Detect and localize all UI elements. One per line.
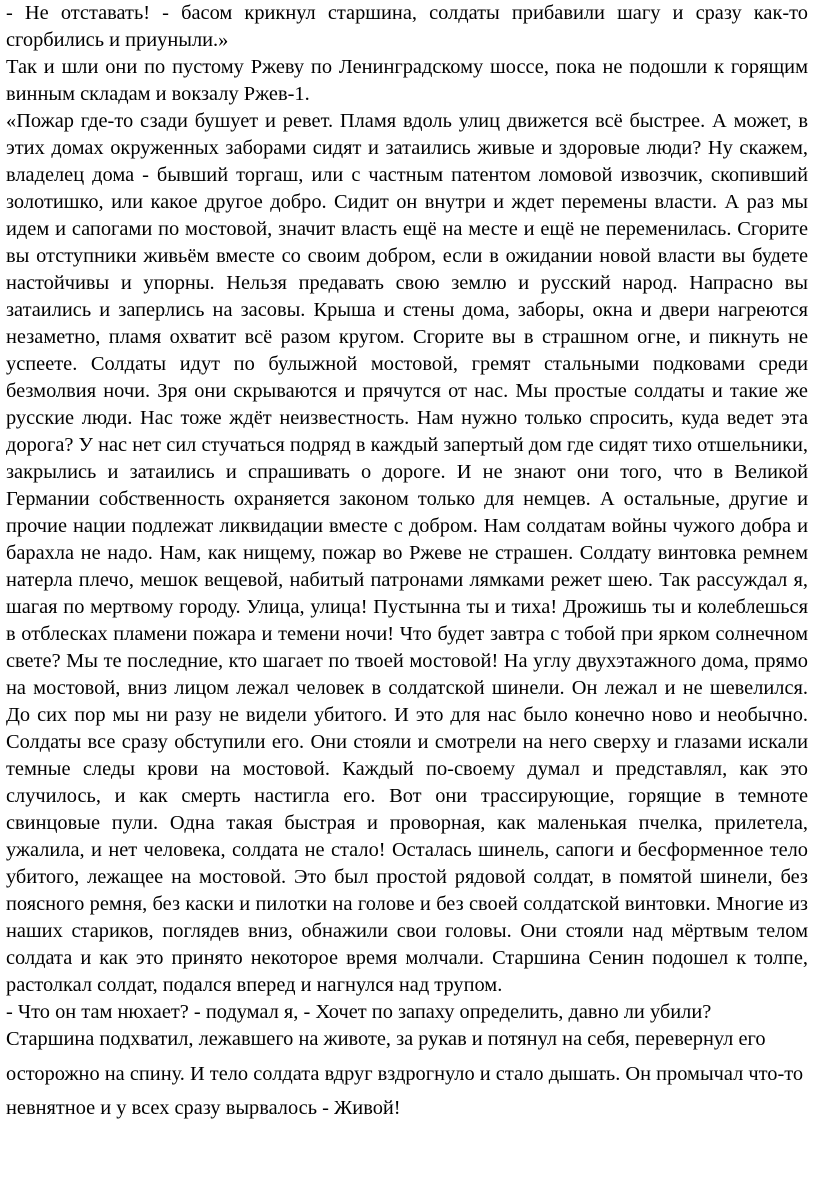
paragraph-road: Так и шли они по пустому Ржеву по Ленинградскому шоссе, пока не подошли к горящим винным складам и вокзалу Ржев-1. (6, 56, 808, 105)
paragraph-fire: «Пожар где-то сзади бушует и ревет. Пламя вдоль улиц движется всё быстрее. А может, в этих домах окруженных заборами сидят и затаились живые и здоровые люди? Ну скажем, владелец дома - бывший торгаш, или с частным патентом ломовой извозчик, скопивший золотишко, или какое другое добро. Сидит он внутри и ждет перемены власти. А раз мы идем и сапогами по мостовой, значит власть ещё на месте и ещё не переменилась. Сгорите вы отступники живьём вместе со своим добром, если в ожидании новой власти вы будете настойчивы и упорны. Нельзя предавать свою землю и русский народ. Напрасно вы затаились и заперлись на засовы. Крыша и стены дома, заборы, окна и двери нагреются незаметно, пламя охватит всё разом кругом. Сгорите вы в страшном огне, и пикнуть не успеете. Солдаты идут по булыжной мостовой, гремят стальными подковами среди безмолвия ночи. Зря они скрываются и прячутся от нас. Мы простые солдаты и такие же русские люди. Нас тоже ждёт неизвестность. Нам нужно только спросить, куда ведет эта дорога? У нас нет сил стучаться подряд в каждый запертый дом где сидят тихо отшельники, закрылись и затаились и спрашивать о дороге. И не знают они того, что в Великой Германии собственность охраняется законом только для немцев. А остальные, другие и прочие нации подлежат ликвидации вместе с добром. Нам солдатам войны чужого добра и барахла не надо. Нам, как нищему, пожар во Ржеве не страшен. Солдату винтовка ремнем натерла плечо, мешок вещевой, набитый патронами лямками режет шею. Так рассуждал я, шагая по мертвому городу. Улица, улица! Пустынна ты и тиха! Дрожишь ты и колеблешься в отблесках пламени пожара и темени ночи! Что будет завтра с тобой при ярком солнечном свете? Мы те последние, кто шагает по твоей мостовой! На углу двухэтажного дома, прямо на мостовой, вниз лицом лежал человек в солдатской шинели. Он лежал и не шевелился. До сих пор мы ни разу не видели убитого. И это для нас было конечно ново и необычно. Солдаты все сразу обступили его. Они стояли и смотрели на него сверху и глазами искали темные следы крови на мостовой. Каждый по-своему думал и представлял, как это случилось, и как смерть настигла его. Вот они трассирующие, горящие в темноте свинцовые пули. Одна такая быстрая и проворная, как маленькая пчелка, прилетела, ужалила, и нет человека, солдата не стало! Осталась шинель, сапоги и бесформенное тело убитого, лежащее на мостовой. Это был простой рядовой солдат, в помятой шинели, без поясного ремня, без каски и пилотки на голове и без своей солдатской винтовки. Многие из наших стариков, поглядев вниз, обнажили свои головы. Они стояли над мёртвым телом солдата и как это принято некоторое время молчали. Старшина Сенин подошел к толпе, растолкал солдат, подался вперед и нагнулся над трупом. (6, 110, 808, 996)
paragraph-command: - Не отставать! - басом крикнул старшина, солдаты прибавили шагу и сразу как-то сгорбились и приуныли.» (6, 2, 808, 51)
paragraph-alive: Старшина подхватил, лежавшего на животе, за рукав и потянул на себя, перевернул его осторожно на спину. И тело солдата вдруг вздрогнуло и стало дышать. Он промычал что-то невнятное и у всех сразу вырвалось - Живой! (6, 1028, 804, 1119)
paragraph-thought: - Что он там нюхает? - подумал я, - Хочет по запаху определить, давно ли убили? (6, 1001, 712, 1023)
